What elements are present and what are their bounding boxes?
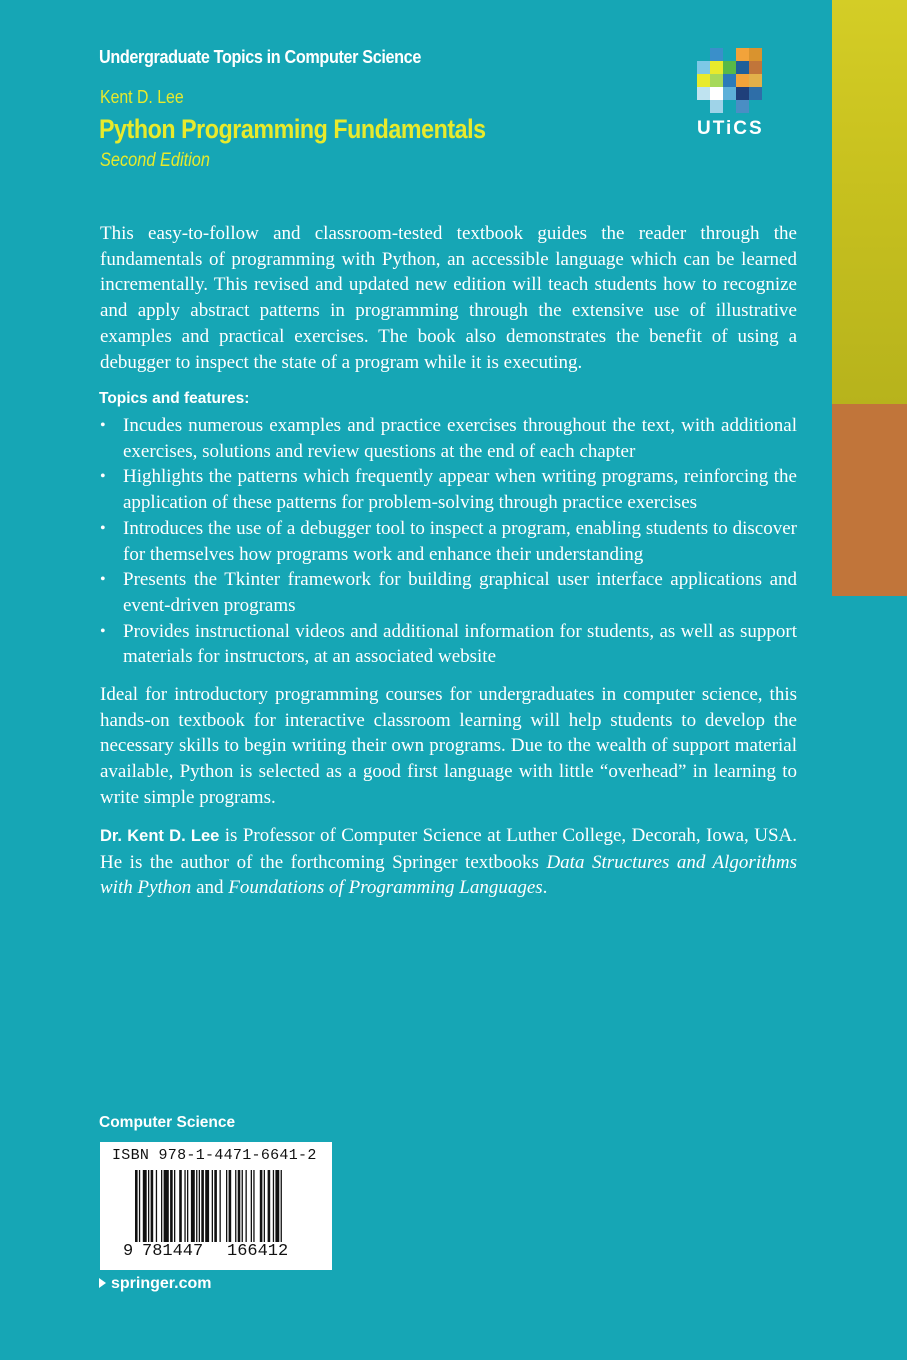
description-text: This easy-to-follow and classroom-tested textbook guides the reader through the fundamentals of programming with Python, an accessible language which can be learned incrementally. This revised and updated new edition will teach students how to recognize and apply abstract patterns in programming through the extensive use of illustrative examples and practical exercises. The book also demonstrates the benefit of using a debugger to inspect the state of a program while it is executing. [100, 223, 797, 373]
barcode-bar [275, 1170, 279, 1242]
bio-book-title: Foundations of Programming Languages [228, 877, 543, 899]
barcode-bar [281, 1170, 282, 1242]
spine-stripe-orange [832, 404, 907, 596]
barcode-bar [251, 1170, 252, 1242]
barcode-bar [196, 1170, 197, 1242]
list-item: • Introduces the use of a debugger tool to inspect a program, enabling students to discover for themselves how programs work and enhance their understanding [100, 517, 797, 565]
topics-list [100, 413, 797, 670]
barcode-bar [179, 1170, 182, 1242]
barcode-bar [170, 1170, 173, 1242]
barcode-bar [220, 1170, 221, 1242]
audience-text: Ideal for introductory programming courses for undergraduates in computer science, this hands-on textbook for interactive classroom learning will help students to develop the necessary skills to begin writing their own programs. Due to the wealth of support material available, Python is selected as a good first language with little “overhead” in learning to write simple programs. [100, 684, 797, 808]
barcode-bar [148, 1170, 149, 1242]
barcode-bar [174, 1170, 175, 1242]
series-title: Undergraduate Topics in Computer Science [99, 47, 421, 67]
topics-heading: Topics and features: [99, 390, 250, 407]
author-bio: Dr. Kent D. Lee is Professor of Computer Science at Luther College, Decorah, Iowa, USA. He is the author of the forthcoming Springer textbooks Data Structures and Algorithms with Python and Foundations of Programming Languages. [100, 825, 797, 899]
barcode-bar [238, 1170, 241, 1242]
barcode-bar [135, 1170, 138, 1242]
bio-book-title: Data Structures and Algorithms with Python [100, 851, 797, 899]
barcode-bar [264, 1170, 265, 1242]
barcode-bar [187, 1170, 188, 1242]
description-paragraph [100, 221, 797, 375]
barcode-bar [226, 1170, 227, 1242]
barcode-bar [199, 1170, 200, 1242]
barcode-bar [246, 1170, 247, 1242]
barcode-bar [242, 1170, 243, 1242]
author-name: Kent D. Lee [100, 87, 184, 107]
bullet-icon: • [100, 417, 106, 434]
barcode-bar [229, 1170, 232, 1242]
list-item: • Provides instructional videos and additional information for students, as well as support materials for instructors, at an associated website [100, 620, 797, 668]
isbn-barcode [100, 1142, 332, 1270]
book-edition: Second Edition [100, 150, 210, 171]
book-title: Python Programming Fundamentals [99, 114, 486, 144]
barcode-bar [164, 1170, 169, 1242]
barcode-bar [201, 1170, 204, 1242]
spine-stripe-teal [832, 596, 907, 1360]
barcode-bar [212, 1170, 213, 1242]
barcode-bar [253, 1170, 254, 1242]
audience-paragraph [100, 682, 797, 811]
barcode-bar [268, 1170, 271, 1242]
publisher-url[interactable]: springer.com [99, 1275, 211, 1293]
list-item: • Highlights the patterns which frequently appear when writing programs, reinforcing the application of these patterns for problem-solving through practice exercises [100, 466, 797, 514]
list-item: • Incudes numerous examples and practice exercises throughout the text, with additional exercises, solutions and review questions at the end of each chapter [100, 415, 797, 462]
barcode-bar [273, 1170, 274, 1242]
bullet-icon: • [100, 571, 106, 589]
barcode-bar [235, 1170, 236, 1242]
isbn-text: ISBN 978-1-4471-6641-2 [112, 1147, 317, 1164]
utics-logo-text: UTiCS [697, 118, 764, 139]
barcode-bar [161, 1170, 162, 1242]
barcode-bar [143, 1170, 147, 1242]
spine-stripe-yellow [832, 0, 907, 404]
bullet-icon: • [100, 519, 106, 537]
bullet-icon: • [100, 468, 106, 486]
list-item: • Presents the Tkinter framework for building graphical user interface applications and event-driven programs [100, 569, 797, 616]
barcode-bar [156, 1170, 157, 1242]
ean-digits-left: 781447 [142, 1242, 204, 1261]
barcode-bar [151, 1170, 154, 1242]
bio-author-name: Dr. Kent D. Lee [100, 827, 220, 845]
utics-logo [697, 48, 763, 140]
barcode-bar [184, 1170, 185, 1242]
bullet-icon: • [100, 622, 106, 640]
subject-category: Computer Science [99, 1114, 236, 1131]
barcode-bar [139, 1170, 140, 1242]
barcode-bar [260, 1170, 263, 1242]
barcode-bar [191, 1170, 195, 1242]
barcode-bar [205, 1170, 209, 1242]
ean-digit-lead: 9 [123, 1242, 134, 1261]
arrow-right-icon [99, 1278, 106, 1288]
ean-digits-right: 166412 [227, 1242, 289, 1261]
barcode-bar [214, 1170, 217, 1242]
utics-mosaic-icon [697, 48, 763, 114]
